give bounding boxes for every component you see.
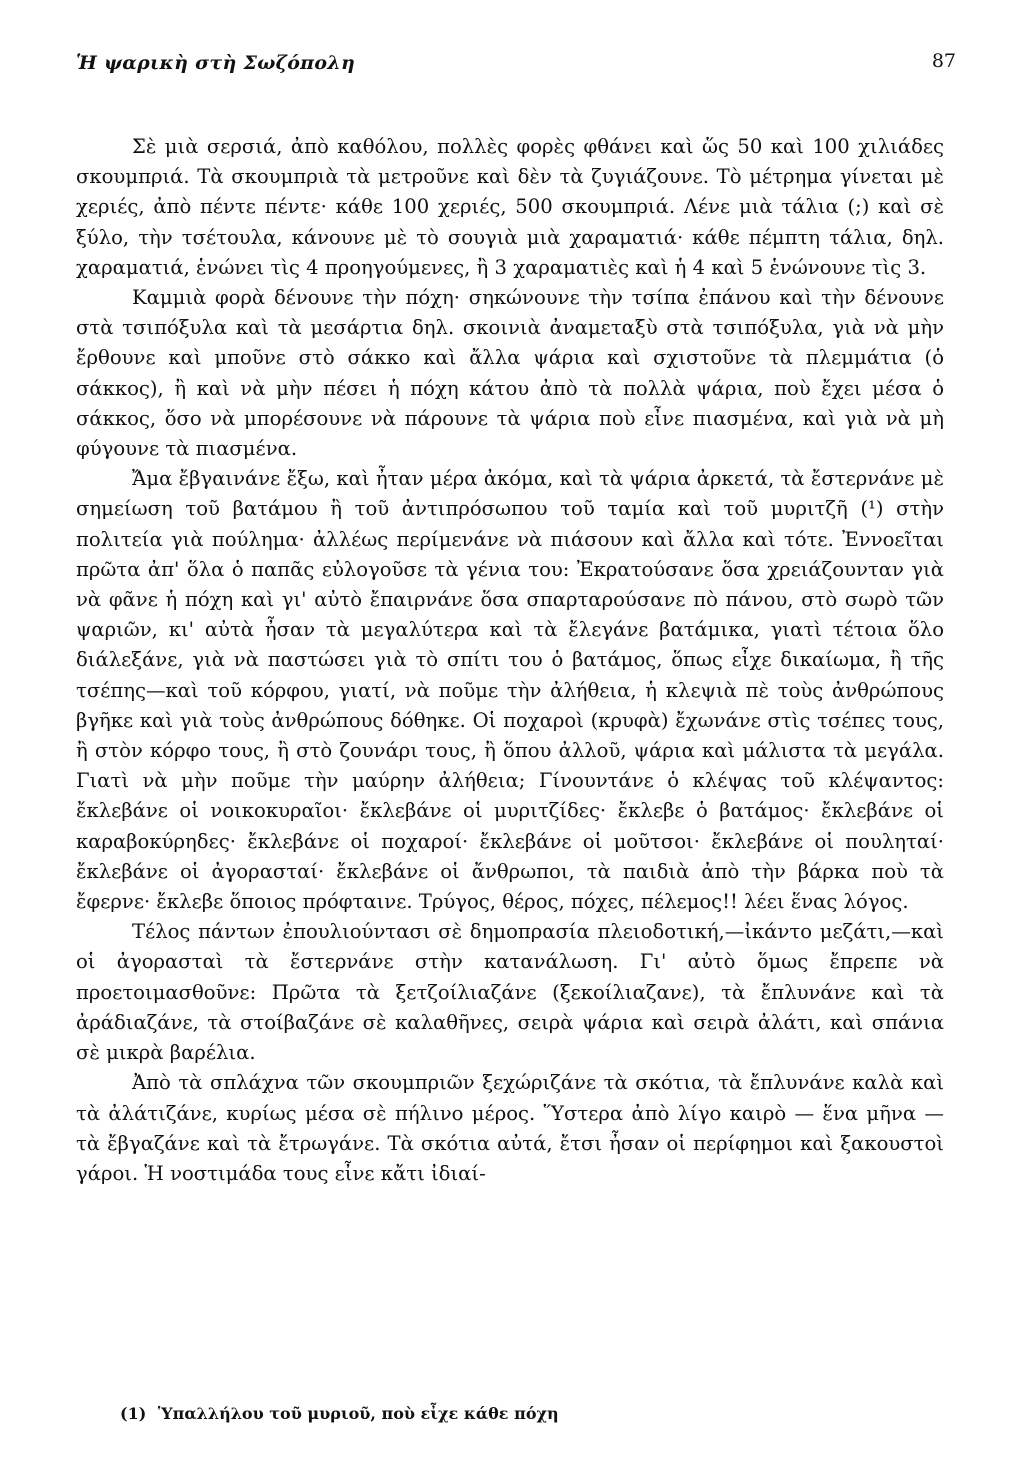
paragraph-2: Καμμιὰ φορὰ δένουνε τὴν πόχη· σηκώνουνε τὴν τσίπα ἐπάνου καὶ τὴν δένουνε στὰ τσιπόξυλα καὶ τὰ μεσάρτια δηλ. σκοινιὰ ἀναμεταξὺ στὰ τσιπόξυλα, γιὰ νὰ μὴν ἔρθουνε καὶ μποῦνε στὸ σάκκο καὶ ἄλλα ψάρια καὶ σχιστοῦνε τὰ πλεμμάτια (ὁ σάκκος), ἢ καὶ νὰ μὴν πέσει ἡ πόχη κάτου ἀπὸ τὰ πολλὰ ψάρια, ποὺ ἔχει μέσα ὁ σάκκος, ὅσο νὰ μπορέσουνε νὰ πάρουνε τὰ ψάρια ποὺ εἶνε πιασμένα, καὶ γιὰ νὰ μὴ φύγουνε τὰ πιασμένα. xyxy=(76,286,944,461)
paragraph-1: Σὲ μιὰ σερσιά, ἀπὸ καθόλου, πολλὲς φορὲς φθάνει καὶ ὥς 50 καὶ 100 χιλιάδες σκουμπριά. Τὰ σκουμπριὰ τὰ μετροῦνε καὶ δὲν τὰ ζυγιάζουνε. Τὸ μέτρημα γίνεται μὲ χεριές, ἀπὸ πέντε πέντε· κάθε 100 χεριές, 500 σκουμπριά. Λένε μιὰ τάλια (;) καὶ σὲ ξύλο, τὴν τσέτουλα, κάνουνε μὲ τὸ σουγιὰ μιὰ χαραματιά· κάθε πέμπτη τάλια, δηλ. χαραματιά, ἑνώνει τὶς 4 προηγούμενες, ἢ 3 χαραματιὲς καὶ ἡ 4 καὶ 5 ἑνώνουνε τὶς 3. xyxy=(76,135,944,279)
running-title: Ἡ ψαρικὴ στὴ Σωζόπολη xyxy=(76,52,356,74)
paragraph-3: Ἄμα ἔβγαινάνε ἔξω, καὶ ἦταν μέρα ἀκόμα, καὶ τὰ ψάρια ἀρκετά, τὰ ἔστερνάνε μὲ σημείωση τοῦ βατάμου ἢ τοῦ ἀντιπρόσωπου τοῦ ταμία καὶ τοῦ μυριτζῆ (¹) στὴν πολιτεία γιὰ πούλημα· ἀλλέως περίμενάνε νὰ πιάσουν καὶ ἄλλα καὶ τότε. Ἐννοεῖται πρῶτα ἀπ' ὅλα ὁ παπᾶς εὐλογοῦσε τὰ γένια του: Ἐκρατούσανε ὅσα χρειάζουνταν γιὰ νὰ φᾶνε ἡ πόχη καὶ γι' αὐτὸ ἔπαιρνάνε ὅσα σπαρταρούσανε πὸ πάνου, στὸ σωρὸ τῶν ψαριῶν, κι' αὐτὰ ἦσαν τὰ μεγαλύτερα καὶ τὰ ἔλεγάνε βατάμικα, γιατὶ τέτοια ὅλο διάλεξάνε, γιὰ νὰ παστώσει γιὰ τὸ σπίτι του ὁ βατάμος, ὅπως εἶχε δικαίωμα, ἢ τῆς τσέπης—καὶ τοῦ κόρφου, γιατί, νὰ ποῦμε τὴν ἀλήθεια, ἡ κλεψιὰ πὲ τοὺς ἀνθρώπους βγῆκε καὶ γιὰ τοὺς ἀνθρώπους δόθηκε. Οἱ ποχαροὶ (κρυφὰ) ἔχωνάνε στὶς τσέπες τους, ἢ στὸν κόρφο τους, ἢ στὸ ζουνάρι τους, ἢ ὅπου ἀλλοῦ, ψάρια καὶ μάλιστα τὰ μεγάλα. Γιατὶ νὰ μὴν ποῦμε τὴν μαύρην ἀλήθεια; Γίνουντάνε ὁ κλέψας τοῦ κλέψαντος: ἔκλεβάνε οἱ νοικοκυραῖοι· ἔκλεβάνε οἱ μυριτζίδες· ἔκλεβε ὁ βατάμος· ἔκλεβάνε οἱ καραβοκύρηδες· ἔκλεβάνε οἱ ποχαροί· ἔκλεβάνε οἱ μοῦτσοι· ἔκλεβάνε οἱ πουληταί· ἔκλεβάνε οἱ ἀγορασταί· ἔκλεβάνε οἱ ἄνθρωποι, τὰ παιδιὰ ἀπὸ τὴν βάρκα ποὺ τὰ ἔφερνε· ἔκλεβε ὅποιος πρόφταινε. Τρύγος, θέρος, πόχες, πέλεμος!! λέει ἕνας λόγος. xyxy=(76,467,944,914)
footnote-marker: (1) xyxy=(120,1404,147,1423)
footnote-text: Ὑπαλλήλου τοῦ μυριοῦ, ποὺ εἶχε κάθε πόχη xyxy=(157,1404,559,1423)
footnote xyxy=(120,1404,944,1424)
paragraph-5: Ἀπὸ τὰ σπλάχνα τῶν σκουμπριῶν ξεχώριζάνε τὰ σκότια, τὰ ἔπλυνάνε καλὰ καὶ τὰ ἀλάτιζάνε, κυρίως μέσα σὲ πήλινο μέρος. Ὕστερα ἀπὸ λίγο καιρὸ — ἕνα μῆνα — τὰ ἔβγαζάνε καὶ τὰ ἔτρωγάνε. Τὰ σκότια αὐτά, ἔτσι ἦσαν οἱ περίφημοι καὶ ξακουστοὶ γάροι. Ἡ νοστιμάδα τους εἶνε κἄτι ἰδιαί- xyxy=(76,1071,944,1185)
paragraph-4: Τέλος πάντων ἐπουλιούντασι σὲ δημοπρασία πλειοδοτική,—ἰκάντο μεζάτι,—καὶ οἱ ἀγορασταὶ τὰ ἔστερνάνε στὴν κατανάλωση. Γι' αὐτὸ ὅμως ἔπρεπε νὰ προετοιμασθοῦνε: Πρῶτα τὰ ξετζοίλιαζάνε (ξεκοίλιαζανε), τὰ ἔπλυνάνε καὶ τὰ ἀράδιαζάνε, τὰ στοίβαζάνε σὲ καλαθῆνες, σειρὰ ψάρια καὶ σειρὰ ἀλάτι, καὶ σπάνια σὲ μικρὰ βαρέλια. xyxy=(76,920,944,1065)
page-number: 87 xyxy=(931,50,956,72)
body-text xyxy=(76,132,944,1189)
